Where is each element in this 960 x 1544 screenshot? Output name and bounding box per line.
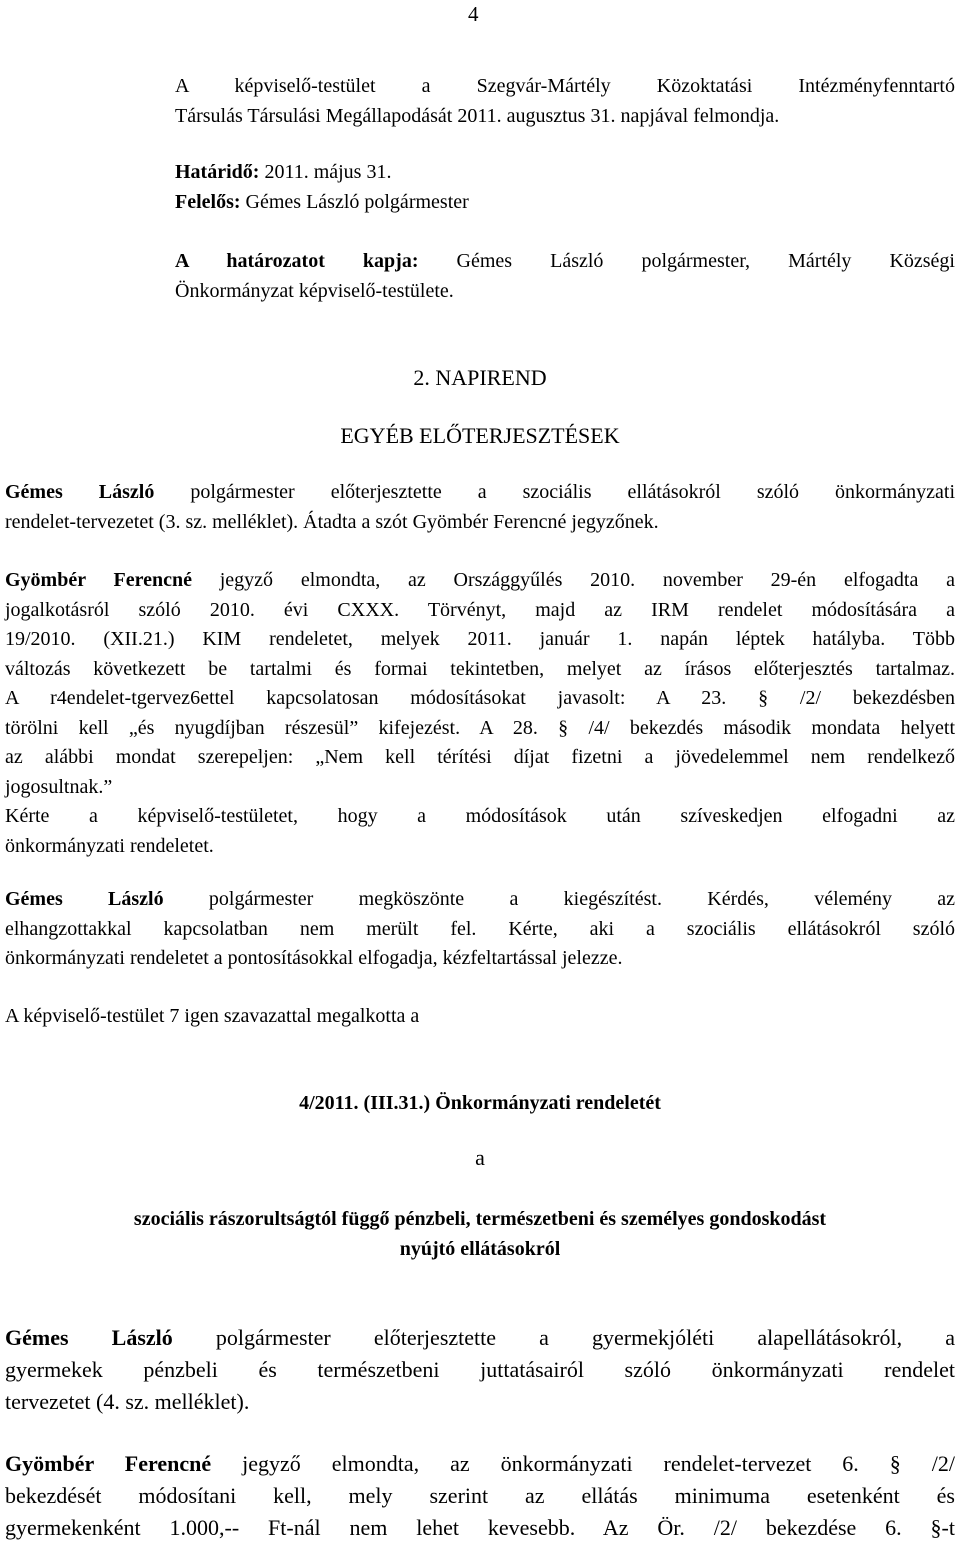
paragraph-notary-amendment (5, 1448, 955, 1544)
paragraph-line: A képviselő-testület a Szegvár-Mártély Közoktatási Intézményfenntartó (175, 75, 955, 97)
deadline-line (175, 158, 955, 188)
paragraph-line: gyermekenként 1.000,-- Ft-nál nem lehet kevesebb. Az Ör. /2/ bekezdése 6. §-t (5, 1515, 955, 1540)
speaker-name: Gyömbér Ferencné (5, 569, 192, 591)
paragraph-line: Gyömbér Ferencné jegyző elmondta, az önkormányzati rendelet-tervezet 6. § /2/ (5, 1451, 955, 1476)
paragraph-line: tervezetet (4. sz. melléklet). (5, 1389, 250, 1414)
paragraph-line: Gémes László polgármester előterjesztette a gyermekjóléti alapellátásokról, a (5, 1325, 955, 1350)
paragraph-line: gyermekek pénzbeli és természetbeni juttatásairól szóló önkormányzati rendelet (5, 1357, 955, 1382)
paragraph-line: bekezdését módosítani kell, mely szerint az ellátás minimuma esetenként és (5, 1483, 955, 1508)
paragraph-line: jogosultnak.” (5, 775, 113, 798)
paragraph-line: az alábbi mondat szerepeljen: „Nem kell térítési díjat fizetni a jövedelemmel nem rendelkező (5, 746, 955, 768)
paragraph-line: törölni kell „és nyugdíjban részesül” kifejezést. A 28. § /4/ bekezdés második mondata helyett (5, 716, 955, 739)
paragraph-mayor-thanks (5, 885, 955, 974)
paragraph-withdrawal (175, 72, 955, 131)
recipient-line: Önkormányzat képviselő-testülete. (175, 279, 454, 302)
paragraph-line: önkormányzati rendeletet a pontosításokkal elfogadja, kézfeltartással jelezze. (5, 947, 623, 969)
speaker-name: Gémes László (5, 888, 164, 910)
speaker-name: Gémes László (5, 1325, 173, 1350)
paragraph-line: elhangzottakkal kapcsolatban nem merült fel. Kérte, aki a szociális ellátásokról szóló (5, 917, 955, 940)
decree-title: szociális rászorultságtól függő pénzbeli, természetbeni és személyes gondoskodást nyújtó ellátásokról (133, 1208, 827, 1260)
recipient-line: A határozatot kapja: Gémes László polgármester, Mártély Községi (175, 250, 955, 272)
recipient-block (175, 247, 955, 306)
responsible-value: Gémes László polgármester (240, 190, 469, 213)
paragraph-line: önkormányzati rendeletet. (5, 834, 214, 857)
paragraph-line: Gyömbér Ferencné jegyző elmondta, az Országgyűlés 2010. november 29-én elfogadta a (5, 569, 955, 591)
vote-statement: A képviselő-testület 7 igen szavazattal megalkotta a (5, 1005, 420, 1027)
paragraph-line: rendelet-tervezetet (3. sz. melléklet). Átadta a szót Gyömbér Ferencné jegyzőnek. (5, 510, 659, 533)
deadline-value: 2011. május 31. (259, 161, 392, 183)
paragraph-line: 19/2010. (XII.21.) KIM rendeletet, melyek 2011. január 1. napán léptek hatályba. Több (5, 628, 955, 650)
paragraph-line: Gémes László polgármester megköszönte a kiegészítést. Kérdés, vélemény az (5, 888, 956, 910)
responsible-line (175, 188, 955, 218)
paragraph-child-welfare (5, 1322, 955, 1418)
paragraph-line: Gémes László polgármester előterjesztette a szociális ellátásokról szóló önkormányzati (5, 481, 955, 503)
agenda-title: 2. NAPIREND (413, 365, 547, 390)
speaker-name: Gémes László (5, 481, 155, 503)
recipient-label: A határozatot kapja: (175, 250, 419, 272)
decree-connector: a (475, 1145, 485, 1170)
paragraph-line: jogalkotásról szóló 2010. évi CXXX. Törvényt, majd az IRM rendelet módosítására a (5, 598, 955, 621)
decree-number: 4/2011. (III.31.) Önkormányzati rendeletét (299, 1092, 661, 1114)
speaker-name: Gyömbér Ferencné (5, 1451, 212, 1476)
responsible-label: Felelős: (175, 190, 241, 213)
page-number: 4 (468, 2, 479, 26)
deadline-block (175, 158, 955, 217)
paragraph-proposal (5, 478, 955, 537)
agenda-subtitle: EGYÉB ELŐTERJESZTÉSEK (340, 423, 620, 448)
deadline-label: Határidő: (175, 161, 260, 183)
paragraph-line: A r4endelet-tgervez6ettel kapcsolatosan módosításokat javasolt: A 23. § /2/ bekezdésben (5, 687, 955, 709)
paragraph-line: Kérte a képviselő-testületet, hogy a módosítások után szíveskedjen elfogadni az (5, 805, 955, 827)
paragraph-notary (5, 566, 955, 861)
paragraph-line: Társulás Társulási Megállapodását 2011. augusztus 31. napjával felmondja. (175, 104, 780, 127)
paragraph-line: változás következett be tartalmi és formai tekintetben, melyet az írásos előterjesztés tartalmaz. (5, 657, 955, 680)
